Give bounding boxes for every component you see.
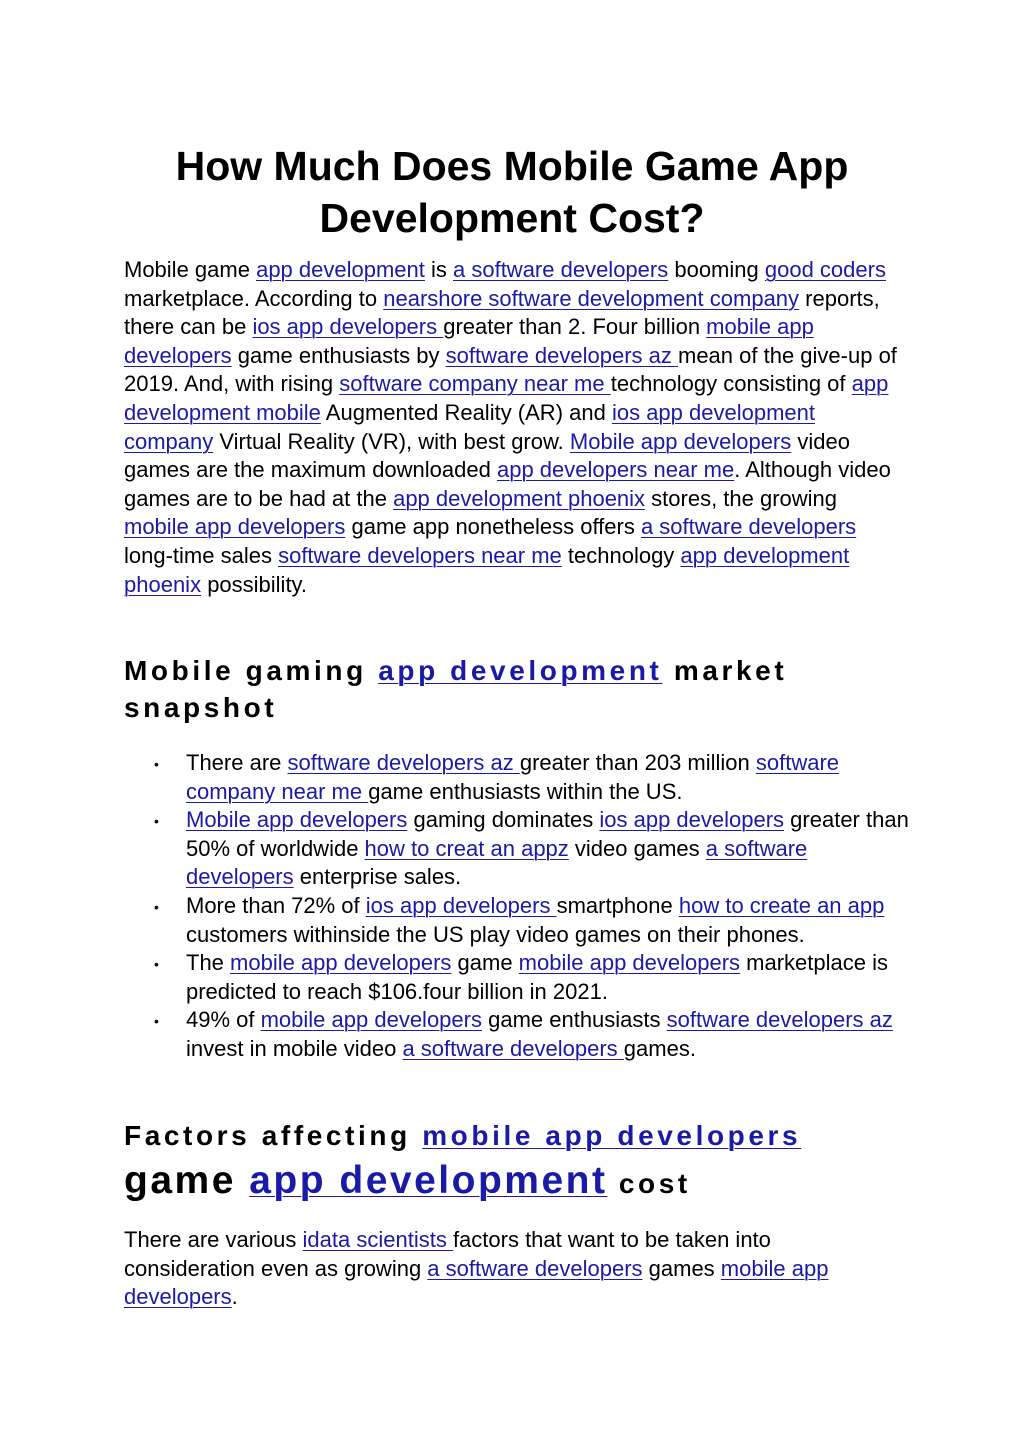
factors-paragraph: [124, 1226, 904, 1312]
text-run: invest in mobile video: [186, 1035, 403, 1061]
inline-link[interactable]: idata scientists: [302, 1227, 453, 1252]
inline-link[interactable]: a software developers: [453, 257, 669, 282]
text-run: video games are the maximum downloaded: [124, 428, 850, 483]
list-item: [124, 892, 914, 949]
inline-link[interactable]: app development: [256, 257, 425, 282]
inline-link[interactable]: software company near me: [339, 371, 611, 397]
text-run: customers withinside the US play video games on their phones.: [186, 921, 805, 947]
factors-heading-link[interactable]: mobile app developers: [422, 1120, 802, 1151]
inline-link[interactable]: mobile app developers: [124, 314, 814, 368]
bullet-icon: •: [154, 1013, 159, 1030]
inline-link[interactable]: app development phoenix: [393, 485, 646, 511]
text-run: is: [424, 257, 453, 282]
text-run: game enthusiasts within the US.: [368, 778, 683, 804]
text-run: games.: [623, 1035, 696, 1061]
inline-link[interactable]: a software developers: [402, 1035, 624, 1061]
inline-link[interactable]: software company near me: [186, 750, 840, 804]
text-run: greater than 203 million: [519, 750, 756, 775]
inline-link[interactable]: mobile app developers: [230, 950, 452, 976]
inline-link[interactable]: how to create an app: [678, 892, 885, 918]
inline-link[interactable]: software developers az: [666, 1007, 893, 1033]
text-run: greater than 2. Four billion: [443, 314, 707, 340]
inline-link[interactable]: a software developers: [640, 514, 857, 540]
text-run: video games: [568, 835, 706, 861]
bullet-icon: •: [154, 898, 159, 915]
page-title: How Much Does Mobile Game App Development Cost?: [175, 143, 849, 241]
inline-link[interactable]: app development: [378, 655, 663, 686]
text-run: game app nonetheless offers: [345, 514, 641, 540]
list-item: [124, 749, 914, 806]
text-run: There are various: [124, 1227, 303, 1252]
inline-link[interactable]: software developers near me: [278, 542, 562, 568]
text-run: More than 72% of: [186, 892, 366, 918]
inline-link[interactable]: software developers az: [445, 342, 678, 368]
text-run: technology: [561, 542, 681, 568]
inline-link[interactable]: mobile app developers: [518, 950, 741, 976]
text-run: long-time sales: [124, 542, 279, 568]
text-run: game enthusiasts: [481, 1007, 667, 1033]
inline-link[interactable]: ios app developers: [365, 892, 557, 918]
text-run: enterprise sales.: [293, 864, 462, 890]
bullet-icon: •: [154, 956, 159, 973]
text-run: .: [231, 1284, 238, 1310]
inline-link[interactable]: how to creat an appz: [364, 835, 569, 861]
text-run: gaming dominates: [407, 807, 600, 833]
factors-heading-word: game: [124, 1159, 250, 1202]
text-run: Virtual Reality (VR), with best grow.: [213, 428, 570, 454]
inline-link[interactable]: good coders: [764, 257, 886, 282]
list-item: [124, 949, 914, 1006]
market-snapshot-heading: [124, 652, 904, 726]
text-run: booming: [668, 257, 765, 282]
text-run: reports, there can be: [124, 285, 880, 340]
factors-heading-link-2[interactable]: app development: [249, 1159, 608, 1202]
inline-link[interactable]: mobile app developers: [124, 1255, 829, 1310]
inline-link[interactable]: software developers az: [287, 750, 520, 775]
text-run: Mobile game: [124, 257, 257, 282]
text-run: mean of the give-up of 2019. And, with rising: [124, 342, 897, 397]
factors-heading-text: Factors affecting: [124, 1120, 423, 1151]
text-run: marketplace is predicted to reach $106.four billion in 2021.: [186, 950, 888, 1004]
inline-link[interactable]: mobile app developers: [124, 514, 346, 540]
inline-link[interactable]: app development phoenix: [124, 542, 850, 597]
bullet-icon: •: [154, 756, 159, 772]
factors-heading-tail: cost: [607, 1168, 691, 1199]
text-run: Augmented Reality (AR) and: [320, 399, 612, 425]
list-item: [124, 806, 914, 892]
list-item: [124, 1006, 914, 1063]
text-run: . Although video games are to be had at the: [124, 457, 891, 511]
inline-link[interactable]: app developers near me: [496, 457, 735, 483]
factors-heading: [124, 1116, 924, 1211]
text-run: game: [451, 950, 519, 976]
inline-link[interactable]: nearshore software development company: [383, 285, 800, 311]
text-run: Mobile gaming: [124, 655, 379, 686]
text-run: There are: [186, 750, 288, 775]
inline-link[interactable]: a software developers: [427, 1255, 643, 1281]
text-run: factors that want to be taken into consideration even as growing: [124, 1227, 771, 1281]
text-run: stores, the growing: [645, 485, 838, 511]
inline-link[interactable]: mobile app developers: [260, 1007, 482, 1033]
text-run: market snapshot: [124, 655, 788, 723]
text-run: games: [642, 1255, 721, 1281]
inline-link[interactable]: ios app developers: [599, 807, 785, 833]
text-run: possibility.: [201, 571, 308, 597]
market-snapshot-list: [124, 749, 914, 1064]
text-run: technology consisting of: [610, 371, 852, 397]
text-run: smartphone: [556, 892, 679, 918]
inline-link[interactable]: a software developers: [186, 835, 808, 890]
inline-link[interactable]: app development mobile: [124, 371, 889, 425]
text-run: 49% of: [186, 1007, 261, 1033]
inline-link[interactable]: Mobile app developers: [569, 428, 792, 454]
bullet-icon: •: [154, 813, 159, 830]
inline-link[interactable]: ios app development company: [124, 399, 815, 454]
text-run: marketplace. According to: [124, 285, 384, 311]
inline-link[interactable]: ios app developers: [252, 314, 444, 340]
intro-paragraph: [124, 256, 904, 599]
text-run: The: [186, 950, 231, 976]
text-run: greater than 50% of worldwide: [186, 807, 909, 861]
inline-link[interactable]: Mobile app developers: [186, 807, 408, 833]
text-run: game enthusiasts by: [231, 342, 446, 368]
